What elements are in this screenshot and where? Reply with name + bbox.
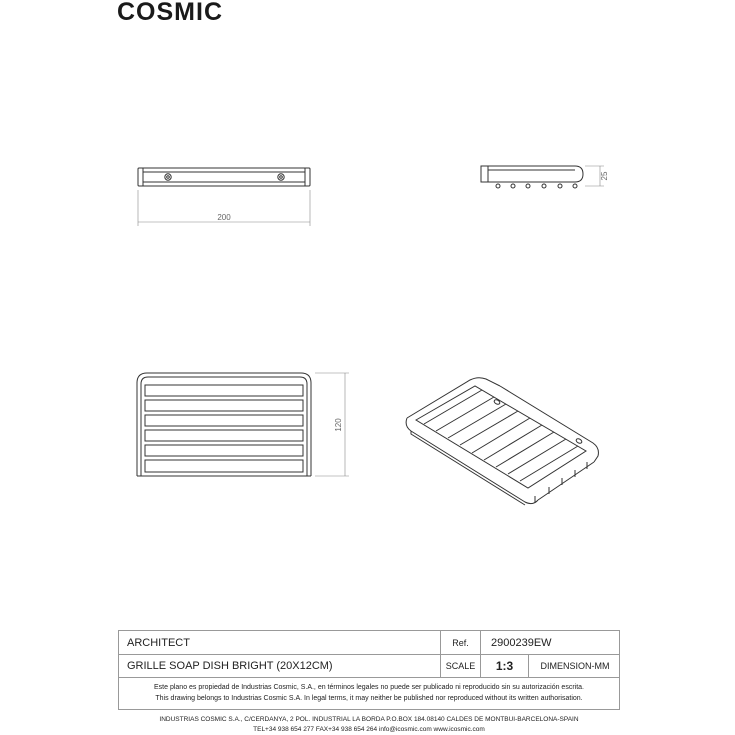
company-footer (100, 715, 638, 735)
ref-label: Ref. (440, 631, 480, 654)
legal-notice (119, 682, 619, 704)
company-contact: TEL+34 938 654 277 FAX+34 938 654 264 info@icosmic.com www.icosmic.com (253, 726, 485, 733)
dimension-unit: DIMENSION-MM (528, 655, 621, 677)
dimension-depth-label: 120 (334, 418, 343, 432)
top-view (137, 373, 311, 476)
dimension-height-label: 25 (600, 171, 609, 181)
isometric-view (406, 378, 598, 505)
depth-dimension (315, 373, 349, 476)
title-block-row-notice (119, 678, 619, 711)
front-view (138, 168, 310, 186)
dimension-length-label: 200 (217, 213, 231, 222)
title-block (118, 630, 620, 710)
ref-value: 2900239EW (480, 631, 621, 654)
brand-logo: COSMIC (117, 0, 223, 26)
scale-value: 1:3 (480, 655, 528, 677)
scale-label: SCALE (440, 655, 480, 677)
collection-name: ARCHITECT (127, 636, 190, 649)
legal-notice-es: Este plano es propiedad de Industrias Cosmic, S.A., en términos legales no puede ser publicado ni reproducido sin su autorización escrita. (154, 684, 584, 691)
legal-notice-en: This drawing belongs to Industrias Cosmic S.A. In legal terms, it may neither be published nor reproduced without its written authorisation. (155, 695, 583, 702)
company-address: INDUSTRIAS COSMIC S.A., C/CERDANYA, 2 POL. INDUSTRIAL LA BORDA P.O.BOX 184.08140 CALDES DE MONTBUI-BARCELONA-SPAIN (159, 716, 579, 723)
side-view (481, 166, 583, 188)
title-block-row-product (119, 655, 619, 678)
title-block-row-collection (119, 631, 619, 655)
product-name: GRILLE SOAP DISH BRIGHT (20X12CM) (127, 660, 333, 672)
